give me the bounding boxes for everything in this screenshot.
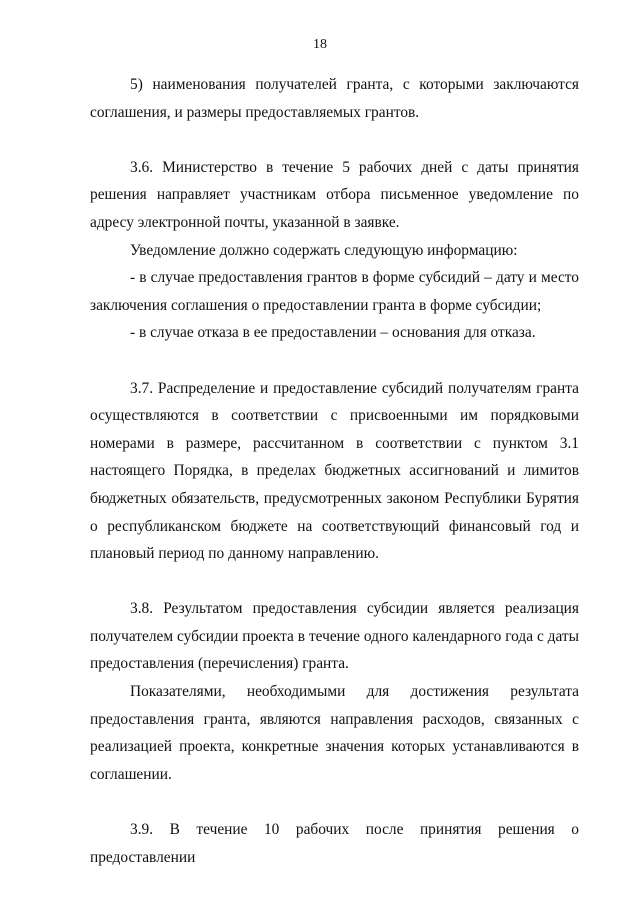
paragraph-indicators: Показателями, необходимыми для достижения результата предоставления гранта, являются направления расходов, связанных с реализацией проекта, конкретные значения которых устанавливаются в соглашении. (90, 683, 579, 783)
page-number: 18 (313, 37, 327, 52)
paragraph-refusal-case: - в случае отказа в ее предоставлении – основания для отказа. (130, 324, 536, 342)
paragraph-subsidy-case: - в случае предоставления грантов в форме субсидий – дату и место заключения соглашения о предоставлении гранта в форме субсидии; (90, 269, 579, 314)
paragraph-notification-content: Уведомление должно содержать следующую информацию: (130, 241, 518, 259)
paragraph-3-6: 3.6. Министерство в течение 5 рабочих дней с даты принятия решения направляет участникам отбора письменное уведомление по адресу электронной почты, указанной в заявке. (90, 158, 579, 231)
paragraph-3-8: 3.8. Результатом предоставления субсидии является реализация получателем субсидии проекта в течение одного календарного года с даты предоставления (перечисления) гранта. (90, 600, 579, 673)
paragraph-3-9: 3.9. В течение 10 рабочих после принятия решения о предоставлении (90, 821, 579, 866)
document-body (90, 71, 579, 871)
paragraph-item-5-recipients: 5) наименования получателей гранта, с которыми заключаются соглашения, и размеры предоставляемых грантов. (90, 76, 579, 121)
paragraph-3-7: 3.7. Распределение и предоставление субсидий получателям гранта осуществляются в соответствии с присвоенными им порядковыми номерами в размере, рассчитанном в соответствии с пунктом 3.1 настоящего Порядка, в пределах бюджетных ассигнований и лимитов бюджетных обязательств, предусмотренных законом Республики Бурятия о республиканском бюджете на соответствующий финансовый год и плановый период по данному направлению. (90, 379, 579, 563)
